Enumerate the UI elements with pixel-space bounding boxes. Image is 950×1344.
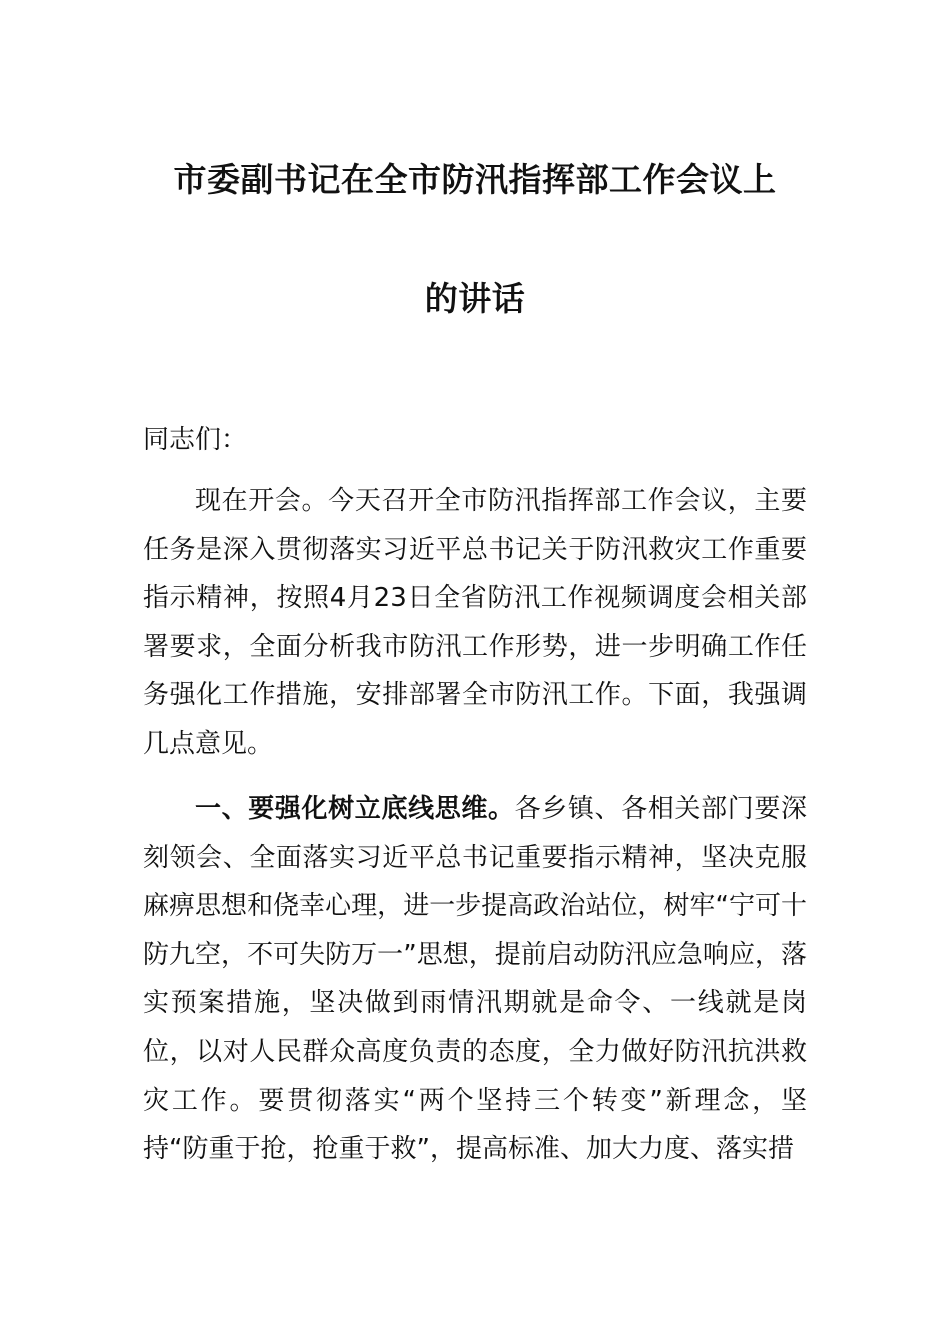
paragraph-opening-text: 现在开会。今天召开全市防汛指挥部工作会议，主要任务是深入贯彻落实习近平总书记关于防汛救灾工作重要指示精神，按照4月23日全省防汛工作视频调度会相关部署要求，全面分析我市防汛工作形势，进一步明确工作任务强化工作措施，安排部署全市防汛工作。下面，我强调几点意见。 bbox=[143, 486, 807, 759]
section-one-heading: 一、要强化树立底线思维。 bbox=[195, 794, 515, 824]
document-title-line-2: 的讲话 bbox=[424, 279, 526, 318]
salutation: 同志们： bbox=[143, 425, 248, 455]
paragraph-section-one bbox=[143, 785, 807, 1174]
document-title-line-1: 市委副书记在全市防汛指挥部工作会议上 bbox=[173, 160, 777, 199]
section-one-text: 各乡镇、各相关部门要深刻领会、全面落实习近平总书记重要指示精神，坚决克服麻痹思想和侥幸心理，进一步提高政治站位，树牢“宁可十防九空，不可失防万一”思想，提前启动防汛应急响应，落实预案措施，坚决做到雨情汛期就是命令、一线就是岗位，以对人民群众高度负责的态度，全力做好防汛抗洪救灾工作。要贯彻落实“两个坚持三个转变”新理念，坚持“防重于抢，抢重于救”，提高标准、加大力度、落实措 bbox=[143, 794, 807, 1165]
paragraph-opening bbox=[143, 477, 807, 769]
